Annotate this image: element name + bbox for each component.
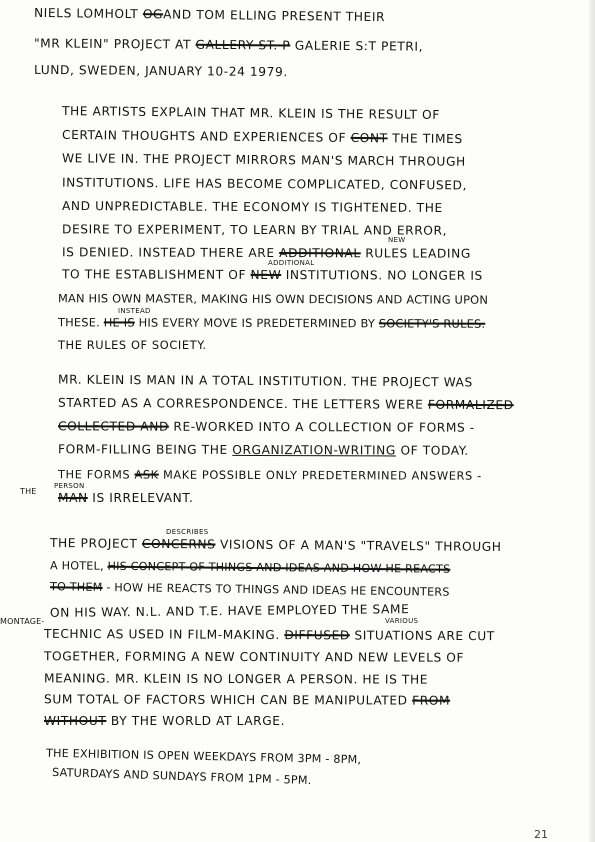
para1-line-1-text: THE ARTISTS EXPLAIN THAT MR. KLEIN IS THE RESULT OF (61, 104, 440, 122)
para3-line-5 (44, 627, 495, 643)
para1-line-7 (62, 245, 471, 260)
para1-line-5 (62, 199, 443, 215)
para1-line-10-text-a: THESE. (57, 315, 100, 330)
struck-text: NEW (250, 267, 282, 283)
insertion-additional: ADDITIONAL (268, 259, 315, 267)
insertion-new: NEW (388, 236, 406, 244)
para1-line-11-text: THE RULES OF SOCIETY. (58, 338, 207, 352)
struck-text: ADDITIONAL (279, 246, 361, 261)
struck-text: ASK (134, 467, 159, 482)
para3-line-2-text-a: A HOTEL, (49, 559, 104, 573)
header-line-1 (34, 6, 385, 24)
struck-text: CONT (350, 130, 388, 146)
para2-line-3-text-b: RE-WORKED INTO A COLLECTION OF FORMS - (173, 419, 475, 435)
para1-line-2-text-a: CERTAIN THOUGHTS AND EXPERIENCES OF (61, 127, 347, 145)
struck-text: GALLERY ST. P (195, 37, 291, 53)
para2-line-6-text-b: IS IRRELEVANT. (92, 491, 194, 505)
footer-line-2 (52, 766, 312, 788)
para1-line-5-text: AND UNPREDICTABLE. THE ECONOMY IS TIGHTENED. THE (61, 199, 443, 215)
para3-line-1-text-a: THE PROJECT (49, 536, 138, 551)
header-line-2-text-b: GALERIE S:T PETRI, (294, 38, 424, 54)
footer-line-1-text: THE EXHIBITION IS OPEN WEEKDAYS FROM 3PM - 8PM, (45, 746, 362, 767)
margin-note-the: THE (20, 487, 37, 496)
para3-line-7-text: MEANING. MR. KLEIN IS NO LONGER A PERSON. HE IS THE (43, 671, 429, 687)
para1-line-3 (62, 151, 466, 169)
para1-line-2 (62, 128, 463, 146)
struck-text: COLLECTED AND (57, 419, 169, 434)
para2-line-3 (58, 419, 475, 434)
para3-line-1 (50, 536, 502, 554)
struck-text: CONCERNS (141, 536, 216, 552)
header-line-1-text-a: NIELS LOMHOLT (33, 5, 139, 22)
header-line-3 (34, 63, 288, 79)
para1-line-2-text-b: THE TIMES (392, 131, 463, 147)
para3-line-7 (44, 671, 428, 686)
para1-line-11 (58, 338, 207, 352)
para1-line-4-text: INSTITUTIONS. LIFE HAS BECOME COMPLICATED, CONFUSED, (61, 175, 468, 193)
insertion-various: VARIOUS (385, 617, 419, 625)
para1-line-8-text-a: TO THE ESTABLISHMENT OF (61, 267, 247, 282)
margin-note-montage: MONTAGE- (0, 617, 45, 626)
page-number: 21 (534, 828, 548, 841)
para2-line-1 (58, 373, 473, 390)
para2-line-2-text-a: STARTED AS A CORRESPONDENCE. THE LETTERS WERE (57, 395, 424, 412)
para3-line-8-text-a: SUM TOTAL OF FACTORS WHICH CAN BE MANIPULATED (43, 692, 408, 708)
struck-text: FORMALIZED (427, 397, 514, 413)
para2-line-1-text: MR. KLEIN IS MAN IN A TOTAL INSTITUTION. THE PROJECT WAS (57, 372, 473, 390)
struck-text: HIS CONCEPT OF THINGS AND IDEAS AND HOW HE REACTS (107, 559, 451, 576)
underlined-text: ORGANIZATION-WRITING (232, 442, 396, 458)
para1-line-9-text: MAN HIS OWN MASTER, MAKING HIS OWN DECISIONS AND ACTING UPON (57, 291, 489, 307)
struck-text: TO THEM (49, 580, 103, 594)
para2-line-5 (58, 467, 482, 482)
para3-line-2 (50, 559, 450, 576)
para3-line-6 (44, 649, 464, 664)
struck-text: MAN (58, 491, 88, 505)
para2-line-6 (58, 491, 193, 505)
struck-text: WITHOUT (44, 714, 107, 728)
struck-text: SOCIETY'S RULES. (378, 316, 486, 331)
para2-line-5-text-b: MAKE POSSIBLE ONLY PREDETERMINED ANSWERS - (162, 467, 482, 483)
para1-line-1 (62, 104, 440, 122)
para3-line-8 (44, 692, 450, 707)
para3-line-5-text-a: TECHNIC AS USED IN FILM-MAKING. (43, 626, 280, 643)
para1-line-10 (58, 315, 485, 330)
para3-line-3 (50, 580, 450, 600)
paper-edge (589, 0, 595, 842)
para1-line-9 (58, 291, 488, 307)
para3-line-9 (44, 714, 285, 728)
para2-line-2 (58, 396, 514, 412)
para2-line-4-text-a: FORM-FILLING BEING THE (57, 442, 228, 457)
struck-text: HE IS (103, 315, 135, 330)
para2-line-4-text-b: OF TODAY. (400, 443, 469, 458)
struck-text: FROM (412, 693, 451, 708)
para3-line-1-text-b: VISIONS OF A MAN'S "TRAVELS" THROUGH (219, 537, 502, 554)
para2-line-5-text-a: THE FORMS (57, 467, 131, 482)
para3-line-9-text-b: BY THE WORLD AT LARGE. (110, 714, 286, 728)
para1-line-7-text-b: RULES LEADING (365, 246, 471, 261)
para1-line-8-text-b: INSTITUTIONS. NO LONGER IS (285, 268, 483, 283)
header-line-2-text-a: "MR KLEIN" PROJECT AT (33, 36, 192, 52)
insertion-describes: DESCRIBES (166, 528, 209, 536)
para1-line-10-text-b: HIS EVERY MOVE IS PREDETERMINED BY (138, 315, 376, 331)
para3-line-4 (50, 602, 410, 620)
footer-line-2-text: SATURDAYS AND SUNDAYS FROM 1PM - 5PM. (51, 765, 312, 788)
para3-line-5-text-b: SITUATIONS ARE CUT (354, 628, 495, 644)
insertion-instead: INSTEAD (118, 307, 151, 315)
header-line-3-text: LUND, SWEDEN, JANUARY 10-24 1979. (33, 62, 288, 80)
para1-line-6-text: DESIRE TO EXPERIMENT, TO LEARN BY TRIAL AND ERROR, (61, 222, 448, 238)
para1-line-8 (62, 267, 483, 282)
para1-line-3-text: WE LIVE IN. THE PROJECT MIRRORS MAN'S MARCH THROUGH (61, 151, 466, 169)
header-line-2 (34, 36, 423, 53)
insertion-person: PERSON (54, 482, 85, 490)
para3-line-3-text-b: - HOW HE REACTS TO THINGS AND IDEAS HE ENCOUNTERS (106, 580, 450, 599)
header-line-1-text-b: AND TOM ELLING PRESENT THEIR (163, 7, 386, 25)
para1-line-4 (62, 176, 467, 193)
footer-line-1 (46, 747, 361, 768)
para3-line-4-text: ON HIS WAY. N.L. AND T.E. HAVE EMPLOYED THE SAME (49, 602, 410, 620)
struck-text: OG (142, 7, 164, 22)
struck-text: DIFFUSED (284, 628, 350, 643)
para2-line-4 (58, 442, 469, 457)
para1-line-7-text-a: IS DENIED. INSTEAD THERE ARE (61, 245, 275, 261)
para3-line-6-text: TOGETHER, FORMING A NEW CONTINUITY AND NEW LEVELS OF (43, 649, 465, 665)
